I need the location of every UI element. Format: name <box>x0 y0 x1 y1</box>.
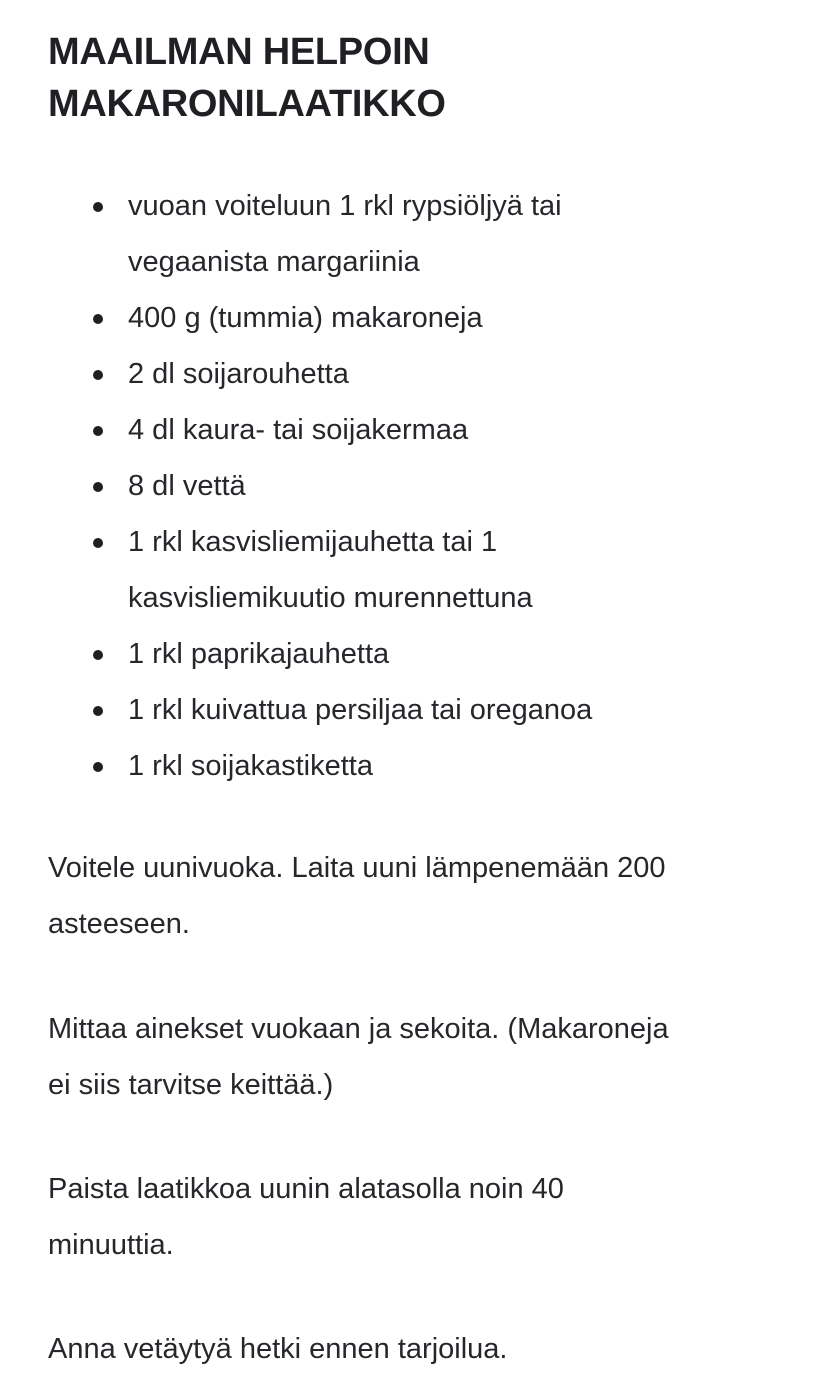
step-text: ei siis tarvitse keittää.) <box>48 1069 334 1101</box>
bullet-icon <box>93 706 103 716</box>
instruction-step-1 <box>48 840 778 952</box>
bullet-icon <box>93 538 103 548</box>
ingredient-text: 1 rkl kuivattua persiljaa tai oreganoa <box>128 694 593 726</box>
step-text: minuuttia. <box>48 1229 174 1261</box>
instruction-step-2 <box>48 1001 778 1113</box>
recipe-title-line-2: MAKARONILAATIKKO <box>48 83 446 125</box>
ingredient-text: 1 rkl soijakastiketta <box>128 750 373 782</box>
step-text: Paista laatikkoa uunin alatasolla noin 40 <box>48 1173 564 1205</box>
step-text: asteeseen. <box>48 908 190 940</box>
ingredient-text: 2 dl soijarouhetta <box>128 358 349 390</box>
bullet-icon <box>93 426 103 436</box>
bullet-icon <box>93 482 103 492</box>
ingredient-item <box>128 514 748 626</box>
ingredient-item <box>128 402 748 458</box>
bullet-icon <box>93 202 103 212</box>
recipe-title <box>48 26 446 130</box>
ingredient-item <box>128 458 748 514</box>
ingredient-text: 400 g (tummia) makaroneja <box>128 302 483 334</box>
ingredient-text: vuoan voiteluun 1 rkl rypsiöljyä tai <box>128 190 562 222</box>
ingredient-item <box>128 178 748 290</box>
ingredient-item <box>128 290 748 346</box>
ingredient-text: 1 rkl paprikajauhetta <box>128 638 390 670</box>
ingredient-item <box>128 346 748 402</box>
instruction-step-4 <box>48 1321 778 1377</box>
instruction-step-3 <box>48 1161 778 1273</box>
ingredient-text: 8 dl vettä <box>128 470 246 502</box>
ingredient-text: vegaanista margariinia <box>128 246 420 278</box>
ingredient-item <box>128 682 748 738</box>
recipe-title-line-1: MAAILMAN HELPOIN <box>48 31 430 73</box>
ingredient-text: kasvisliemikuutio murennettuna <box>128 582 533 614</box>
ingredient-text: 1 rkl kasvisliemijauhetta tai 1 <box>128 526 498 558</box>
bullet-icon <box>93 762 103 772</box>
step-text: Voitele uunivuoka. Laita uuni lämpenemään 200 <box>48 852 666 884</box>
bullet-icon <box>93 314 103 324</box>
ingredient-list <box>128 178 748 794</box>
ingredient-item <box>128 626 748 682</box>
step-text: Mittaa ainekset vuokaan ja sekoita. (Makaroneja <box>48 1013 669 1045</box>
bullet-icon <box>93 370 103 380</box>
bullet-icon <box>93 650 103 660</box>
ingredient-item <box>128 738 748 794</box>
ingredient-text: 4 dl kaura- tai soijakermaa <box>128 414 469 446</box>
step-text: Anna vetäytyä hetki ennen tarjoilua. <box>48 1333 508 1365</box>
